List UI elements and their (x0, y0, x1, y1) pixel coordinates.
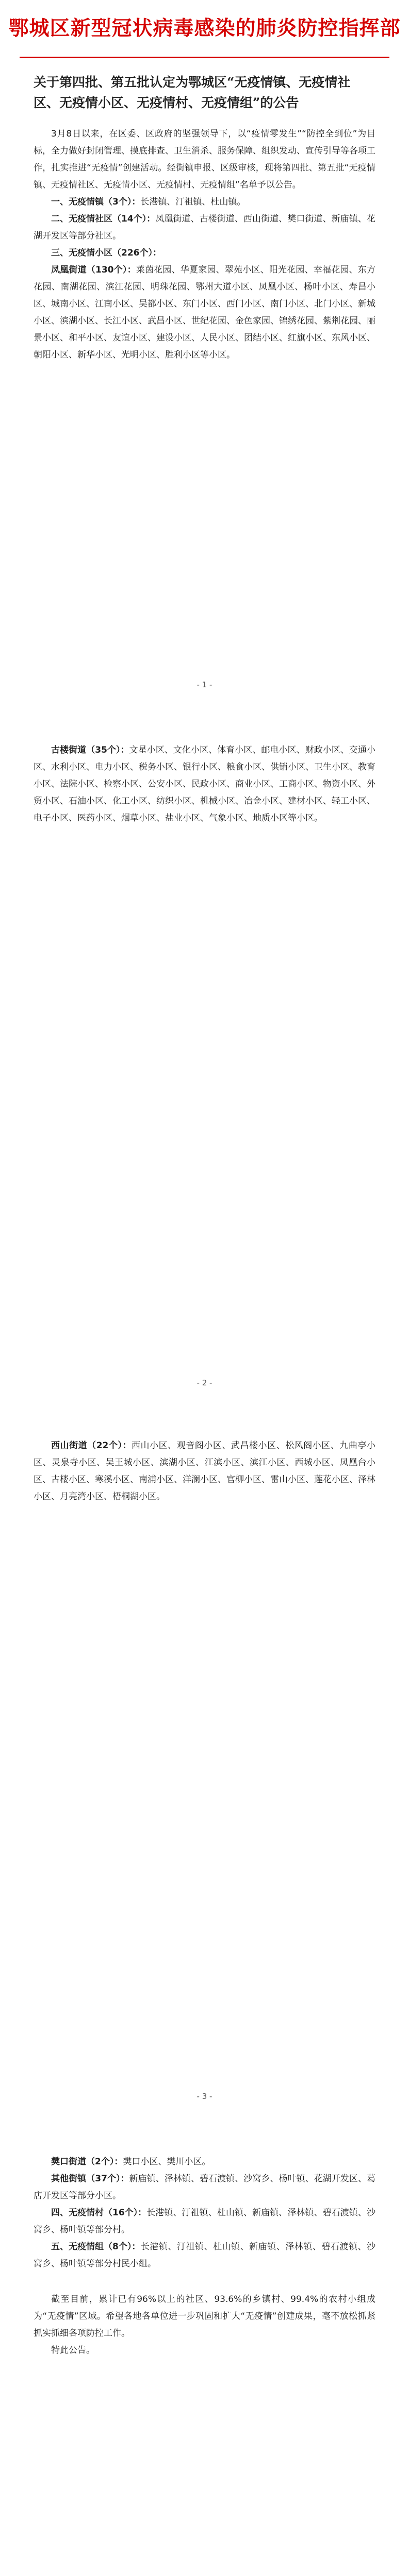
letterhead-red-rule (20, 57, 389, 58)
street-4-name: 樊口街道（2个）： (51, 2157, 123, 2167)
letterhead (0, 0, 409, 54)
page-number-1: - 1 - (197, 680, 212, 689)
street-2-name: 古楼街道（35个）： (51, 745, 129, 755)
sheet-2 (34, 742, 375, 827)
street-1-name: 凤凰街道（130个）： (51, 265, 136, 275)
street-4-list: 樊口小区、樊川小区。 (123, 2157, 211, 2167)
village-heading: 四、无疫情村（16个）： (51, 2208, 147, 2218)
page-number-2: - 2 - (197, 1378, 212, 1387)
town-heading: 一、无疫情镇（3个）： (51, 197, 141, 207)
town-list: 长港镇、汀祖镇、杜山镇。 (140, 197, 246, 207)
closing-paragraph: 截至目前，累计已有96%以上的社区、93.6%的乡镇村、99.4%的农村小组成为“无疫情”区域。希望各地各单位进一步巩固和扩大“无疫情”创建成果，毫不放松抓紧抓实抓细各项防控工作。 (34, 2294, 375, 2338)
neighborhood-heading: 三、无疫情小区（226个）： (51, 248, 161, 258)
street-5-name: 其他街镇（37个）： (51, 2174, 129, 2184)
street-3-list: 西山小区、观音阁小区、武昌楼小区、松风阁小区、九曲亭小区、灵泉寺小区、吴王城小区、滨湖小区、江滨小区、滨江小区、西城小区、凤凰台小区、古楼小区、寒溪小区、南浦小区、洋澜小区、官柳小区、雷山小区、莲花小区、泽林小区、月亮湾小区、梧桐湖小区。 (34, 1440, 375, 1502)
closing-remark: 特此公告。 (51, 2345, 95, 2355)
sheet-3 (34, 1437, 375, 1505)
street-1-list: 莱茵花园、华夏家园、翠苑小区、阳光花园、幸福花园、东方花园、南湖花园、滨江花园、明珠花园、鄂州大道小区、凤凰小区、杨叶小区、寿昌小区、城南小区、江南小区、吴都小区、东门小区、西门小区、南门小区、北门小区、新城小区、滨湖小区、长江小区、武昌小区、世纪花园、金色家园、锦绣花园、紫荆花园、丽景小区、和平小区、友谊小区、建设小区、人民小区、团结小区、红旗小区、东风小区、朝阳小区、新华小区、光明小区、胜利小区等小区。 (34, 265, 375, 360)
sheet-4 (34, 2154, 375, 2359)
page-number-3: - 3 - (197, 2092, 212, 2101)
street-2-list: 文星小区、文化小区、体育小区、邮电小区、财政小区、交通小区、水利小区、电力小区、税务小区、银行小区、粮食小区、供销小区、卫生小区、教育小区、法院小区、检察小区、公安小区、民政小区、商业小区、工商小区、物资小区、外贸小区、石油小区、化工小区、纺织小区、机械小区、冶金小区、建材小区、轻工小区、电子小区、医药小区、烟草小区、盐业小区、气象小区、地质小区等小区。 (34, 745, 375, 823)
village-list: 长港镇、汀祖镇、杜山镇、新庙镇、泽林镇、碧石渡镇、沙窝乡、杨叶镇等部分村。 (34, 2208, 375, 2235)
sheet-1 (34, 72, 375, 364)
intro-paragraph: 3月8日以来，在区委、区政府的坚强领导下，以“疫情零发生”“防控全到位”为目标，全力做好封闭管理、摸底排查、卫生消杀、服务保障、组织发动、宣传引导等各项工作，扎实推进“无疫情”创建活动。经街镇申报、区级审核，现将第四批、第五批“无疫情镇、无疫情社区、无疫情小区、无疫情村、无疫情组”名单予以公告。 (34, 129, 375, 190)
street-5-list: 新庙镇、泽林镇、碧石渡镇、沙窝乡、杨叶镇、花湖开发区、葛店开发区等部分小区。 (34, 2174, 375, 2201)
street-3-name: 西山街道（22个）： (51, 1440, 132, 1451)
letterhead-title: 鄂城区新型冠状病毒感染的肺炎防控指挥部 (8, 16, 401, 40)
notice-title: 关于第四批、第五批认定为鄂城区“无疫情镇、无疫情社区、无疫情小区、无疫情村、无疫情组”的公告 (34, 75, 351, 110)
community-heading: 二、无疫情社区（14个）： (51, 214, 156, 224)
group-heading: 五、无疫情组（8个）： (51, 2242, 141, 2252)
community-list: 凤凰街道、古楼街道、西山街道、樊口街道、新庙镇、花湖开发区等部分社区。 (34, 214, 375, 241)
group-list: 长港镇、汀祖镇、杜山镇、新庙镇、泽林镇、碧石渡镇、沙窝乡、杨叶镇等部分村民小组。 (34, 2242, 375, 2269)
